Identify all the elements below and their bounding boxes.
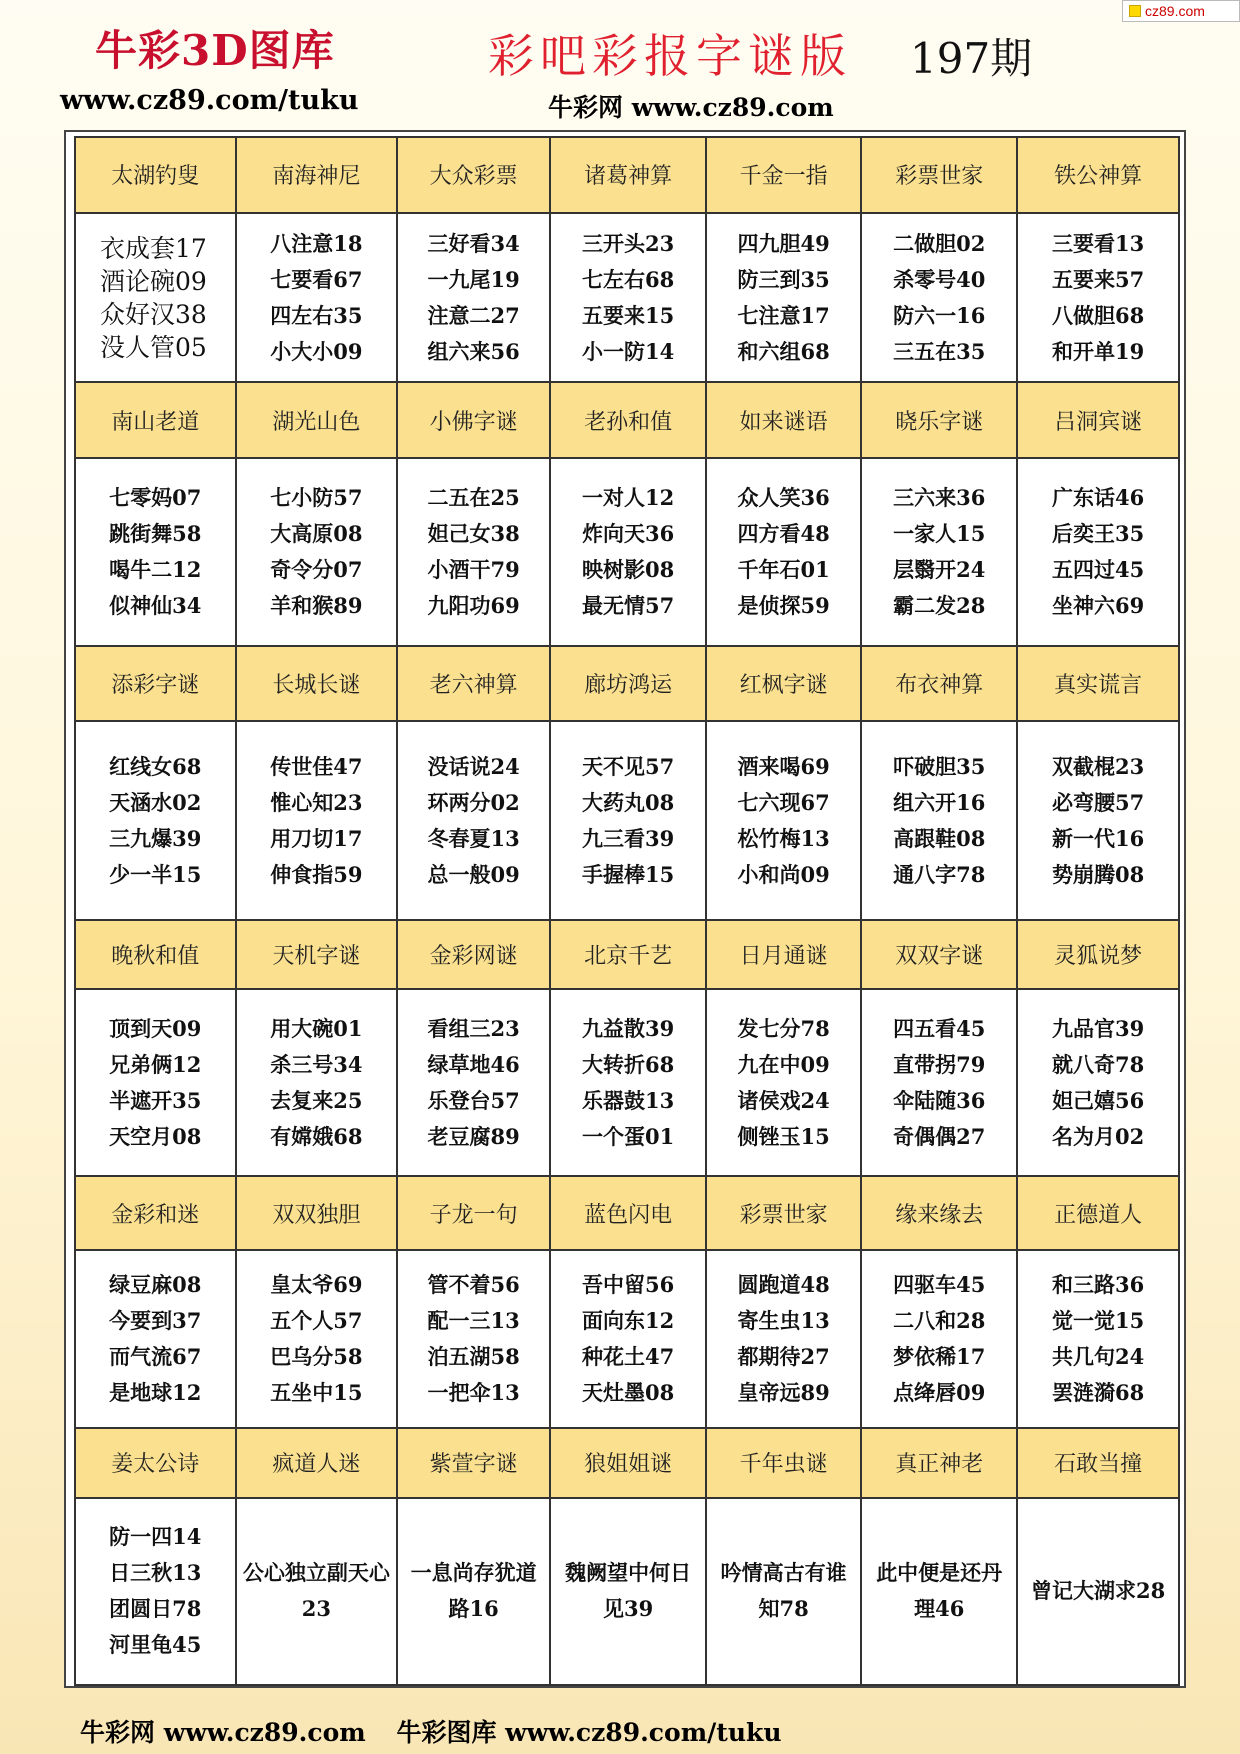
column-header: 小佛字谜: [397, 382, 550, 458]
riddle-line: 日三秋13: [109, 1560, 202, 1586]
riddle-line: 三九爆39: [109, 825, 202, 851]
riddle-cell: [1017, 721, 1179, 920]
riddle-line: 喝牛二12: [109, 556, 202, 582]
riddle-cell: [75, 1498, 236, 1685]
column-header: 金彩和迷: [75, 1176, 236, 1250]
riddle-line: 七小防57: [270, 484, 363, 510]
riddle-line: 杀三号34: [270, 1051, 363, 1077]
riddle-line: 此中便是还丹理46: [876, 1560, 1003, 1622]
riddle-line: 酒来喝69: [737, 753, 830, 779]
riddle-line: 五要来57: [1052, 266, 1145, 292]
column-header: 缘来缘去: [861, 1176, 1017, 1250]
riddle-line: 红线女68: [109, 753, 202, 779]
header-row: [75, 1176, 1179, 1250]
riddle-cell: [706, 989, 861, 1176]
riddle-line: 传世佳47: [270, 753, 363, 779]
riddle-line: 组六来56: [427, 338, 520, 364]
riddle-line: 四驱车45: [893, 1272, 986, 1298]
riddle-line: 小和尚09: [737, 861, 830, 887]
column-header: 石敢当撞: [1017, 1428, 1179, 1497]
riddle-line: 二五在25: [427, 484, 520, 510]
riddle-line: 防三到35: [737, 266, 830, 292]
riddle-line: 乐登台57: [427, 1087, 520, 1113]
riddle-line: 五要来15: [581, 302, 675, 328]
riddle-line: 似神仙34: [109, 592, 202, 618]
riddle-line: 皇帝远89: [737, 1380, 830, 1406]
column-header: 添彩字谜: [75, 646, 236, 722]
riddle-line: 直带拐79: [893, 1051, 986, 1077]
column-header: 南海神尼: [236, 137, 398, 213]
riddle-line: 五坐中15: [270, 1380, 363, 1406]
riddle-cell: [236, 721, 398, 920]
site-url[interactable]: 牛彩网 www.cz89.com: [548, 93, 834, 122]
column-header: 北京千艺: [550, 920, 706, 989]
riddle-line: 七左右68: [581, 266, 675, 292]
riddle-line: 防六一16: [893, 302, 986, 328]
riddle-line: 五四过45: [1052, 556, 1145, 582]
column-header: 千年虫谜: [706, 1428, 861, 1497]
riddle-line: 大高原08: [270, 520, 363, 546]
riddle-cell: [397, 458, 550, 645]
riddle-line: 奇偶偶27: [893, 1123, 986, 1149]
riddle-cell: [75, 458, 236, 645]
riddle-line: 九益散39: [581, 1015, 675, 1041]
riddle-line: 魏阙望中何日见39: [565, 1560, 692, 1622]
riddle-line: 绿豆麻08: [109, 1272, 202, 1298]
riddle-cell: [550, 989, 706, 1176]
riddle-line: 七注意17: [737, 302, 830, 328]
riddle-line: 罢涟漪68: [1052, 1380, 1145, 1406]
riddle-line: 炸向天36: [581, 520, 675, 546]
data-row: [75, 458, 1179, 645]
riddle-line: 小大小09: [270, 338, 363, 364]
column-header: 正德道人: [1017, 1176, 1179, 1250]
riddle-cell: [706, 213, 861, 383]
riddle-line: 高跟鞋08: [893, 825, 986, 851]
riddle-cell: [236, 1498, 398, 1685]
header-row: [75, 382, 1179, 458]
riddle-line: 广东话46: [1052, 484, 1145, 510]
riddle-line: 三五在35: [893, 338, 986, 364]
column-header: 彩票世家: [706, 1176, 861, 1250]
riddle-cell: [236, 213, 398, 383]
header-row: [75, 920, 1179, 989]
riddle-line: 九阳功69: [427, 592, 520, 618]
riddle-line: 一把伞13: [427, 1380, 520, 1406]
riddle-line: 众人笑36: [737, 484, 830, 510]
riddle-line: 妲己女38: [427, 520, 520, 546]
riddle-line: 吓破胆35: [893, 753, 986, 779]
riddle-line: 河里龟45: [109, 1632, 202, 1658]
riddle-line: 伸食指59: [270, 861, 363, 887]
riddle-line: 吟情高古有谁知78: [720, 1560, 847, 1622]
riddle-cell: [397, 1498, 550, 1685]
riddle-line: 后奕王35: [1052, 520, 1145, 546]
column-header: 疯道人迷: [236, 1428, 398, 1497]
riddle-line: 七六现67: [737, 789, 830, 815]
footer-left-link[interactable]: 牛彩网 www.cz89.com: [80, 1718, 366, 1747]
riddle-line: 和开单19: [1052, 338, 1145, 364]
riddle-line: 新一代16: [1052, 825, 1145, 851]
riddle-cell: [550, 721, 706, 920]
riddle-table: [74, 136, 1180, 1686]
page-title: 彩吧彩报字谜版: [488, 29, 852, 83]
riddle-line: 伞陆随36: [893, 1087, 986, 1113]
riddle-line: 大转折68: [581, 1051, 675, 1077]
footer-right-link[interactable]: 牛彩图库 www.cz89.com/tuku: [396, 1718, 782, 1747]
column-header: 红枫字谜: [706, 646, 861, 722]
riddle-line: 觉一觉15: [1052, 1308, 1145, 1334]
riddle-cell: [397, 721, 550, 920]
riddle-line: 松竹梅13: [737, 825, 830, 851]
riddle-line: 势崩腾08: [1052, 861, 1145, 887]
footer: [80, 1713, 804, 1749]
riddle-line: 配一三13: [427, 1308, 520, 1334]
riddle-line: 侧锉玉15: [737, 1123, 830, 1149]
riddle-cell: [550, 458, 706, 645]
column-header: 太湖钓叟: [75, 137, 236, 213]
riddle-line: 羊和猴89: [270, 592, 363, 618]
column-header: 真实谎言: [1017, 646, 1179, 722]
riddle-line: 寄生虫13: [737, 1308, 830, 1334]
riddle-line: 少一半15: [109, 861, 202, 887]
riddle-line: 是侦探59: [737, 592, 830, 618]
brand-title: 牛彩3D图库: [95, 26, 335, 75]
column-header: 晓乐字谜: [861, 382, 1017, 458]
riddle-line: 一九尾19: [427, 266, 520, 292]
riddle-line: 四五看45: [893, 1015, 986, 1041]
column-header: 廊坊鸿运: [550, 646, 706, 722]
riddle-line: 和六组68: [737, 338, 830, 364]
riddle-line: 顶到天09: [109, 1015, 202, 1041]
riddle-cell: [1017, 989, 1179, 1176]
brand-url[interactable]: www.cz89.com/tuku: [60, 85, 359, 116]
riddle-cell: [550, 1250, 706, 1428]
riddle-line: 发七分78: [737, 1015, 830, 1041]
riddle-line: 一息尚存犹道路16: [410, 1560, 537, 1622]
riddle-line: 最无情57: [581, 592, 675, 618]
riddle-line: 七要看67: [270, 266, 363, 292]
column-header: 姜太公诗: [75, 1428, 236, 1497]
column-header: 金彩网谜: [397, 920, 550, 989]
riddle-cell: [861, 1250, 1017, 1428]
riddle-line: 衣成套17: [100, 233, 207, 263]
riddle-line: 防一四14: [109, 1524, 202, 1550]
riddle-cell: [397, 1250, 550, 1428]
riddle-cell: [397, 213, 550, 383]
riddle-line: 环两分02: [427, 789, 520, 815]
column-header: 布衣神算: [861, 646, 1017, 722]
riddle-line: 小一防14: [581, 338, 675, 364]
riddle-line: 半遮开35: [109, 1087, 202, 1113]
riddle-line: 三好看34: [427, 230, 520, 256]
header-row: [75, 646, 1179, 722]
riddle-line: 曾记大湖求28: [1031, 1578, 1166, 1604]
riddle-line: 用大碗01: [270, 1015, 363, 1041]
riddle-line: 二八和28: [893, 1308, 986, 1334]
riddle-line: 团圆日78: [109, 1596, 202, 1622]
riddle-line: 点绛唇09: [893, 1380, 986, 1406]
riddle-line: 和三路36: [1052, 1272, 1145, 1298]
column-header: 天机字谜: [236, 920, 398, 989]
riddle-line: 惟心知23: [270, 789, 363, 815]
riddle-line: 天灶墨08: [581, 1380, 675, 1406]
column-header: 紫萱字谜: [397, 1428, 550, 1497]
riddle-cell: [861, 458, 1017, 645]
riddle-line: 吾中留56: [581, 1272, 675, 1298]
riddle-cell: [550, 213, 706, 383]
riddle-line: 而气流67: [109, 1344, 202, 1370]
column-header: 晚秋和值: [75, 920, 236, 989]
riddle-line: 一个蛋01: [581, 1123, 675, 1149]
riddle-line: 绿草地46: [427, 1051, 520, 1077]
riddle-line: 用刀切17: [270, 825, 363, 851]
riddle-cell: [861, 1498, 1017, 1685]
riddle-line: 映树影08: [581, 556, 675, 582]
riddle-line: 没话说24: [427, 753, 520, 779]
riddle-line: 皇太爷69: [270, 1272, 363, 1298]
column-header: 真正神老: [861, 1428, 1017, 1497]
riddle-line: 都期待27: [737, 1344, 830, 1370]
riddle-line: 没人管05: [100, 332, 207, 362]
column-header: 老六神算: [397, 646, 550, 722]
riddle-cell: [1017, 458, 1179, 645]
riddle-line: 兄弟俩12: [109, 1051, 202, 1077]
riddle-line: 种花土47: [581, 1344, 675, 1370]
riddle-line: 二做胆02: [893, 230, 986, 256]
riddle-line: 八做胆68: [1052, 302, 1145, 328]
riddle-line: 妲己嬉56: [1052, 1087, 1145, 1113]
riddle-cell: [236, 1250, 398, 1428]
riddle-line: 三要看13: [1052, 230, 1145, 256]
riddle-line: 公心独立副天心23: [242, 1560, 390, 1622]
riddle-line: 四左右35: [270, 302, 363, 328]
riddle-line: 共几句24: [1052, 1344, 1145, 1370]
column-header: 吕洞宾谜: [1017, 382, 1179, 458]
riddle-line: 有嫦娥68: [270, 1123, 363, 1149]
riddle-line: 看组三23: [427, 1015, 520, 1041]
riddle-line: 跳街舞58: [109, 520, 202, 546]
riddle-line: 八注意18: [270, 230, 363, 256]
riddle-cell: [1017, 213, 1179, 383]
riddle-line: 坐神六69: [1052, 592, 1145, 618]
column-header: 彩票世家: [861, 137, 1017, 213]
data-row: [75, 1250, 1179, 1428]
riddle-line: 今要到37: [109, 1308, 202, 1334]
riddle-line: 四方看48: [737, 520, 830, 546]
riddle-line: 七零妈07: [109, 484, 202, 510]
riddle-line: 双截棍23: [1052, 753, 1145, 779]
riddle-line: 圆跑道48: [737, 1272, 830, 1298]
riddle-line: 是地球12: [109, 1380, 202, 1406]
column-header: 铁公神算: [1017, 137, 1179, 213]
riddle-cell: [706, 721, 861, 920]
riddle-cell: [236, 989, 398, 1176]
riddle-line: 三六来36: [893, 484, 986, 510]
riddle-cell: [706, 1498, 861, 1685]
riddle-line: 泊五湖58: [427, 1344, 520, 1370]
column-header: 子龙一句: [397, 1176, 550, 1250]
logo-square-icon: [1129, 5, 1141, 17]
riddle-cell: [1017, 1498, 1179, 1685]
riddle-line: 就八奇78: [1052, 1051, 1145, 1077]
riddle-line: 乐器鼓13: [581, 1087, 675, 1113]
riddle-line: 天不见57: [581, 753, 675, 779]
riddle-line: 天空月08: [109, 1123, 202, 1149]
data-row: [75, 721, 1179, 920]
riddle-cell: [75, 213, 236, 383]
riddle-cell: [236, 458, 398, 645]
riddle-cell: [706, 458, 861, 645]
riddle-line: 霸二发28: [893, 592, 986, 618]
riddle-line: 杀零号40: [893, 266, 986, 292]
riddle-line: 冬春夏13: [427, 825, 520, 851]
riddle-line: 必弯腰57: [1052, 789, 1145, 815]
riddle-line: 层翳开24: [893, 556, 986, 582]
riddle-line: 五个人57: [270, 1308, 363, 1334]
column-header: 蓝色闪电: [550, 1176, 706, 1250]
riddle-line: 众好汉38: [100, 299, 207, 329]
riddle-line: 一家人15: [893, 520, 986, 546]
riddle-cell: [550, 1498, 706, 1685]
header-row: [75, 1428, 1179, 1497]
riddle-cell: [75, 721, 236, 920]
riddle-line: 天涵水02: [109, 789, 202, 815]
header-row: [75, 137, 1179, 213]
column-header: 南山老道: [75, 382, 236, 458]
riddle-line: 管不着56: [427, 1272, 520, 1298]
riddle-line: 三开头23: [581, 230, 675, 256]
riddle-line: 面向东12: [581, 1308, 675, 1334]
column-header: 灵狐说梦: [1017, 920, 1179, 989]
riddle-line: 九在中09: [737, 1051, 830, 1077]
riddle-line: 注意二27: [427, 302, 520, 328]
riddle-line: 去复来25: [270, 1087, 363, 1113]
column-header: 诸葛神算: [550, 137, 706, 213]
corner-site-text: cz89.com: [1145, 3, 1205, 19]
column-header: 日月通谜: [706, 920, 861, 989]
column-header: 双双字谜: [861, 920, 1017, 989]
riddle-line: 手握棒15: [581, 861, 675, 887]
riddle-line: 一对人12: [581, 484, 675, 510]
riddle-cell: [861, 989, 1017, 1176]
riddle-cell: [397, 989, 550, 1176]
column-header: 狼姐姐谜: [550, 1428, 706, 1497]
riddle-line: 九品官39: [1052, 1015, 1145, 1041]
riddle-line: 千年石01: [737, 556, 830, 582]
riddle-line: 名为月02: [1052, 1123, 1145, 1149]
data-row: [75, 1498, 1179, 1685]
column-header: 大众彩票: [397, 137, 550, 213]
riddle-line: 小酒干79: [427, 556, 520, 582]
column-header: 湖光山色: [236, 382, 398, 458]
riddle-cell: [706, 1250, 861, 1428]
riddle-line: 诸侯戏24: [737, 1087, 830, 1113]
column-header: 老孙和值: [550, 382, 706, 458]
riddle-cell: [861, 213, 1017, 383]
riddle-cell: [861, 721, 1017, 920]
data-row: [75, 989, 1179, 1176]
riddle-line: 总一般09: [427, 861, 520, 887]
riddle-line: 通八字78: [893, 861, 986, 887]
riddle-line: 大药丸08: [581, 789, 675, 815]
riddle-line: 酒论碗09: [100, 266, 207, 296]
column-header: 如来谜语: [706, 382, 861, 458]
data-row: [75, 213, 1179, 383]
column-header: 长城长谜: [236, 646, 398, 722]
riddle-line: 巴乌分58: [270, 1344, 363, 1370]
riddle-cell: [75, 989, 236, 1176]
corner-badge[interactable]: [1122, 0, 1240, 22]
riddle-cell: [75, 1250, 236, 1428]
riddle-line: 梦依稀17: [893, 1344, 986, 1370]
column-header: 千金一指: [706, 137, 861, 213]
issue-number: 197期: [910, 34, 1033, 83]
riddle-line: 老豆腐89: [427, 1123, 520, 1149]
riddle-line: 组六开16: [893, 789, 986, 815]
riddle-line: 奇令分07: [270, 556, 363, 582]
column-header: 双双独胆: [236, 1176, 398, 1250]
riddle-line: 四九胆49: [737, 230, 830, 256]
riddle-cell: [1017, 1250, 1179, 1428]
riddle-line: 九三看39: [581, 825, 675, 851]
